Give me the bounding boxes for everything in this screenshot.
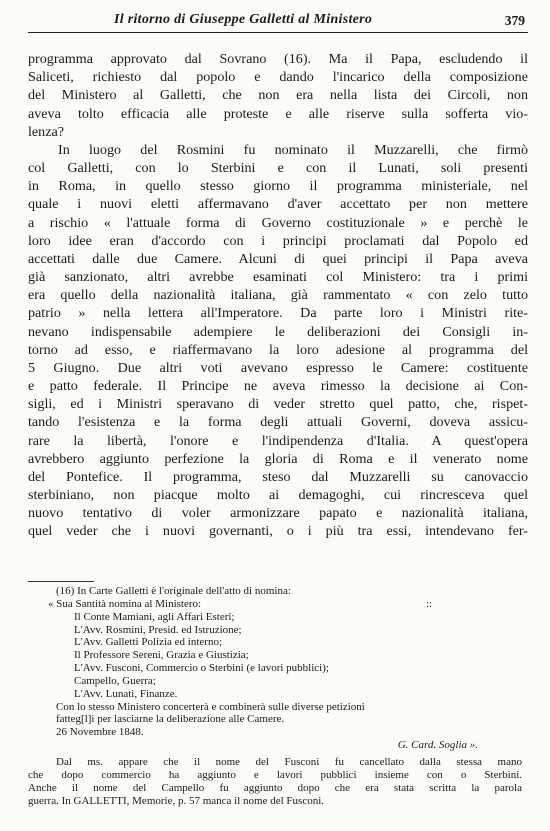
note-line: Dal ms. appare che il nome del Fusconi fu cancellato dalla stessa mano (56, 755, 522, 768)
text-line: torno ad esso, e riaffermavano la loro adesione al programma del (28, 341, 528, 358)
text-line: nevano indispensabile adempiere le deliberazioni dei Consigli in- (28, 323, 528, 340)
page-number: 379 (504, 13, 525, 28)
text-line: già sanzionato, altri avrebbe esaminati col Ministero: tra i primi (28, 269, 528, 286)
appointment-line: L'Avv. Lunati, Finanze. (74, 687, 178, 700)
text-line: tando l'esistenza e la forma degli attuali Governi, doveva assicu- (28, 414, 528, 431)
text-line: quel veder che i nuovi governanti, o i più tra essi, intendevano fer- (28, 523, 528, 540)
text-line: In luogo del Rosmini fu nominato il Muzzarelli, che firmò (58, 141, 528, 158)
text-line: patrio » nella lettera all'Imperatore. Da parte loro i Ministri rite- (28, 305, 528, 322)
text-line: 5 Giugno. Due altri voti avevano espresso le Camere: costituente (28, 359, 528, 376)
note-line: Anche il nome del Campello fu aggiunto dopo che era stata scritta la parola (28, 781, 522, 794)
footnote (28, 585, 522, 807)
closing-line: fatteg[l]i per lasciarne la deliberazione alle Camere. (56, 713, 285, 726)
text-line: avrebbero aggiunto perfezione la gloria di Roma e il venerato nome (28, 450, 528, 467)
text-line: rare la libertà, l'onore e l'indipendenza d'Italia. A quest'opera (28, 432, 528, 449)
text-line: accettati dalle due Camere. Alcuni di quei principi il Papa aveva (28, 250, 528, 267)
note-line: guerra. In GALLETTI, Memorie, p. 57 manca il nome del Fusconi. (28, 794, 325, 807)
text-line: a rischio « l'attuale forma di Governo costituzionale » e perchè le (28, 214, 528, 231)
text-line: in Roma, in quello stesso giorno il programma ministeriale, nel (28, 178, 528, 195)
decree-signature: G. Card. Soglia ». (397, 739, 478, 752)
text-line: lenza? (28, 123, 64, 140)
text-line: loro idee eran d'accordo con i principi proclamati dal Popolo ed (28, 232, 528, 249)
appointment-line: Campello, Guerra; (74, 674, 156, 687)
text-line: sterbiniano, non piacque molto ai demagoghi, cui rincresceva quel (28, 487, 528, 504)
note-line: che dopo commercio ha aggiunto e lavori pubblici insieme con o Sterbini. (28, 768, 522, 781)
text-line: del Ministero al Galletti, che non era nella lista dei Circoli, non (28, 87, 528, 104)
decree-date: 26 Novembre 1848. (56, 726, 144, 739)
closing-line: Con lo stesso Ministero concerterà e combinerà sulle diverse petizioni (56, 700, 365, 713)
text-line: col Galletti, con lo Sterbini e con il Lunati, soli presenti (28, 160, 528, 177)
text-line: e patto federale. Il Principe ne aveva rimesso la decisione ai Con- (28, 378, 528, 395)
decree-heading: « Sua Santità nomina al Ministero: (48, 597, 202, 610)
appointment-line: L'Avv. Fusconi, Commercio o Sterbini (e lavori pubblici); (74, 662, 329, 675)
text-line: programma approvato dal Sovrano (16). Ma il Papa, escludendo il (28, 51, 528, 67)
text-line: Saliceti, richiesto dal popolo e dando l'incarico della composizione (28, 69, 528, 86)
decree-heading-mark: :: (426, 597, 433, 610)
footnote-rule (28, 581, 94, 582)
text-line: quale i nuovi eletti affermavano d'aver accettato per non mettere (28, 196, 528, 213)
appointment-line: Il Conte Mamiani, agli Affari Esteri; (74, 610, 235, 623)
text-line: aveva tolto efficacia alle proteste e alle riserve sulla sofferta vio- (28, 105, 528, 122)
decree-heading-line (28, 598, 522, 611)
text-line: era quello della nazionalità italiana, già rammentato « con zelo tutto (28, 287, 528, 304)
main-text (28, 50, 528, 541)
text-line: sigli, ed i Ministri speravano di veder stretto quel patto, che, rispet- (28, 396, 528, 413)
appointment-line: L'Avv. Rosmini, Presid. ed Istruzione; (74, 623, 242, 636)
appointment-line: Il Professore Sereni, Grazia e Giustizia; (74, 649, 249, 662)
text-line: del Pontefice. Il programma, steso dal Muzzarelli su canovaccio (28, 468, 528, 485)
appointment-line: L'Avv. Galletti Polizia ed interno; (74, 636, 223, 649)
footnote-intro: (16) In Carte Galletti è l'originale dell'atto di nomina: (56, 585, 291, 597)
running-title: Il ritorno di Giuseppe Galletti al Ministero (114, 12, 373, 27)
running-header (28, 12, 528, 33)
text-line: nuovo tentativo di voler armonizzare papato e nazionalità italiana, (28, 505, 528, 522)
